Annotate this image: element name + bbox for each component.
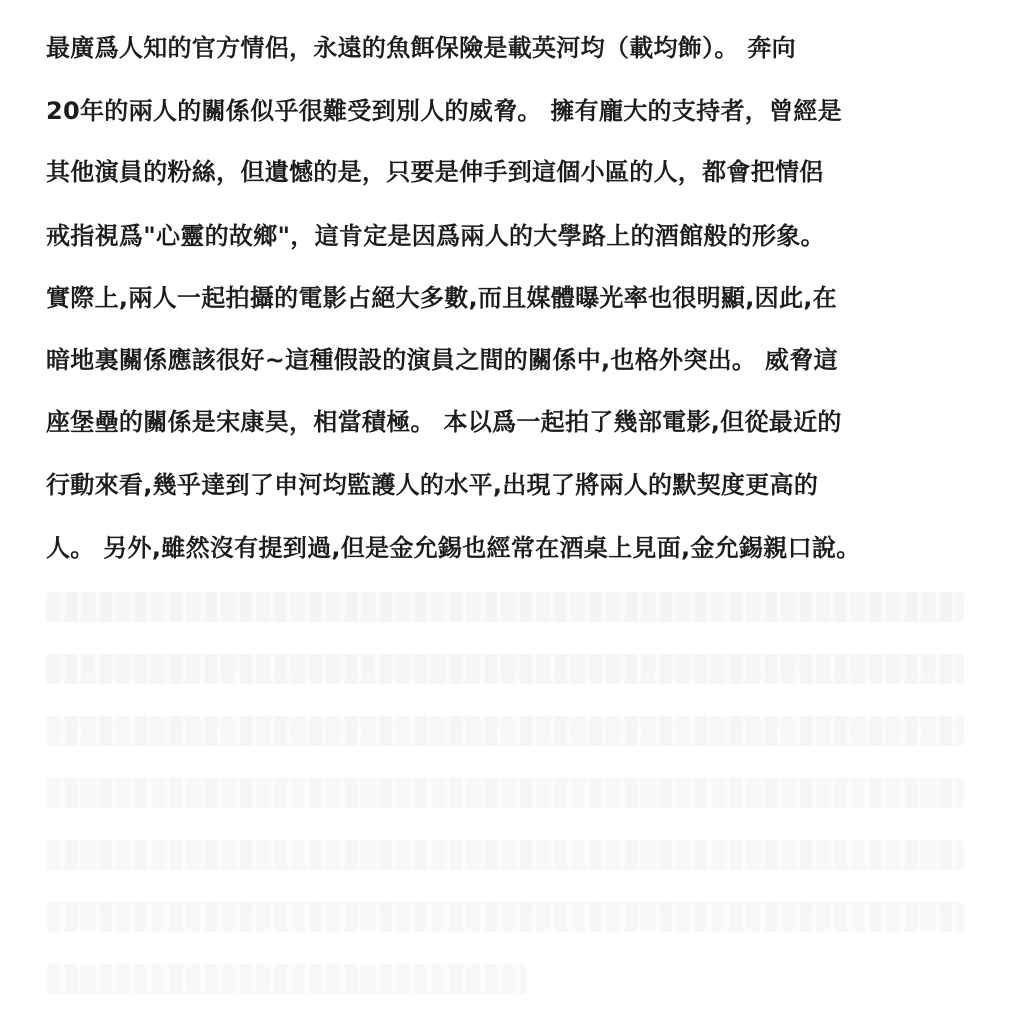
fade-overlay — [40, 580, 970, 1010]
paragraph-line-5: 實際上,兩人一起拍攝的電影占絕大多數,而且媒體曝光率也很明顯,因此,在 — [46, 284, 837, 312]
paragraph-line-2: 20年的兩人的關係似乎很難受到別人的威脅。 擁有龐大的支持者，曾經是 — [46, 97, 842, 125]
paragraph-line-3: 其他演員的粉絲，但遺憾的是，只要是伸手到這個小區的人，都會把情侶 — [46, 158, 824, 186]
paragraph-line-1: 最廣爲人知的官方情侶，永遠的魚餌保險是載英河均（載均飾）。 奔向 — [46, 34, 796, 62]
paragraph-line-8: 行動來看,幾乎達到了申河均監護人的水平,出現了將兩人的默契度更高的 — [46, 471, 819, 499]
paragraph-line-6: 暗地裏關係應該很好~這種假設的演員之間的關係中,也格外突出。 威脅這 — [46, 346, 838, 374]
blurred-hidden-content — [40, 580, 970, 1010]
paragraph-line-7: 座堡壘的關係是宋康昊，相當積極。 本以爲一起拍了幾部電影,但從最近的 — [46, 408, 842, 436]
paragraph-line-9: 人。 另外,雖然沒有提到過,但是金允錫也經常在酒桌上見面,金允錫親口說。 — [46, 534, 861, 562]
paragraph-line-4: 戒指視爲"心靈的故鄉"，這肯定是因爲兩人的大學路上的酒館般的形象。 — [46, 222, 825, 250]
